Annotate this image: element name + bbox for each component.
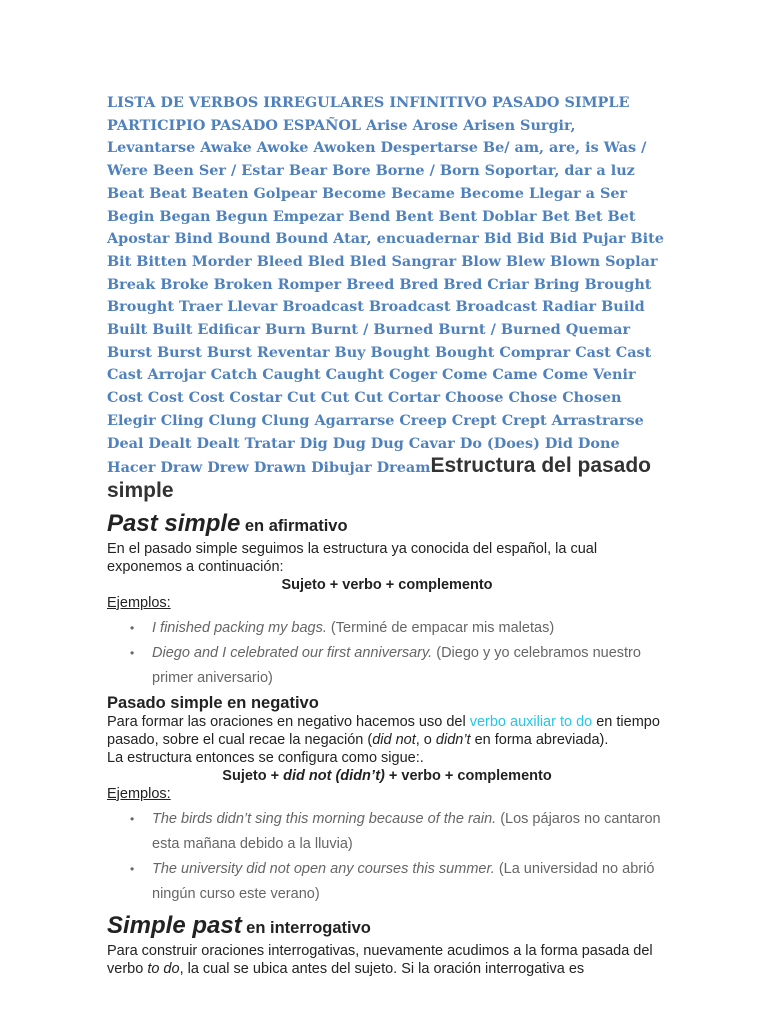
text-italic: to do xyxy=(147,960,180,977)
text: , la cual se ubica antes del sujeto. Si la oración interrogativa es xyxy=(179,960,585,977)
list-item xyxy=(130,641,667,691)
list-item xyxy=(130,857,667,907)
heading-past-simple xyxy=(107,511,667,540)
irregular-verbs-list xyxy=(107,92,667,505)
formula-negativo xyxy=(107,767,667,785)
intro-paragraph: En el pasado simple seguimos la estructura ya conocida del español, la cual exponemos a continuación: xyxy=(107,540,598,575)
text: Para construir oraciones interrogativas, nuevamente acudimos a la forma pasada del verbo xyxy=(107,942,653,977)
heading-small: en afirmativo xyxy=(244,516,348,535)
heading-small: en interrogativo xyxy=(246,918,371,937)
ejemplos-label: Ejemplos: xyxy=(107,594,171,611)
examples-list-negativo xyxy=(107,807,667,907)
text: Sujeto + xyxy=(222,767,284,784)
text: + verbo + complemento xyxy=(384,767,552,784)
heading-big: Past simple xyxy=(107,509,241,537)
ejemplos-label: Ejemplos: xyxy=(107,785,171,802)
verbs-text: LISTA DE VERBOS IRREGULARES INFINITIVO PASADO SIMPLE PARTICIPIO PASADO ESPAÑOL Arise Arose Arisen Surgir, Levantarse Awake Awoke Awoken Despertarse Be/ am, are, is Was / Were Been Ser / Estar Bear Bore Borne / Born Soportar, dar a luz Beat Beat Beaten Golpear Become Became Become Llegar a Ser Begin Began Begun Empezar Bend Bent Bent Doblar Bet Bet Bet Apostar Bind Bound Bound Atar, encuadernar Bid Bid Bid Pujar Bite Bit Bitten Morder Bleed Bled Bled Sangrar Blow Blew Blown Soplar Break Broke Broken Romper Breed Bred Bred Criar Bring Brought Brought Traer Llevar Broadcast Broadcast Broadcast Radiar Build Built Built Edificar Burn Burnt / Burned Burnt / Burned Quemar Burst Burst Burst Reventar Buy Bought Bought Comprar Cast Cast Cast Arrojar Catch Caught Caught Coger Come Came Come Venir Cost Cost Cost Costar Cut Cut Cut Cortar Choose Chose Chosen Elegir Cling Clung Clung Agarrarse Creep Crept Crept Arrastrarse Deal Dealt Dealt Tratar Dig Dug Dug Cavar Do (Does) Did Done Hacer Draw Drew Drawn Dibujar Dream xyxy=(107,94,664,477)
estructura-paragraph: La estructura entonces se configura como sigue:. xyxy=(107,749,424,766)
example-en: The birds didn’t sing this morning because of the rain. xyxy=(152,810,497,827)
bullet-icon: • xyxy=(130,861,135,876)
text-italic: did not xyxy=(372,731,416,748)
list-item xyxy=(130,807,667,857)
verbo-auxiliar-link[interactable]: verbo auxiliar to do xyxy=(469,713,593,730)
text-italic: did not (didn’t) xyxy=(283,767,385,784)
text: , o xyxy=(415,731,436,748)
heading-negativo: Pasado simple en negativo xyxy=(107,693,319,712)
example-es: (Diego y yo celebramos nuestro primer aniversario) xyxy=(152,644,641,686)
list-item xyxy=(130,616,667,641)
example-es: (Terminé de empacar mis maletas) xyxy=(326,619,555,636)
example-es: (La universidad no abrió ningún curso este verano) xyxy=(152,860,655,902)
interrogativo-paragraph xyxy=(107,942,667,978)
example-es: (Los pájaros no cantaron esta mañana debido a la lluvia) xyxy=(152,810,661,852)
heading-simple-past xyxy=(107,913,667,942)
text: en tiempo pasado, sobre el cual recae la negación ( xyxy=(107,713,660,748)
example-en: I finished packing my bags. xyxy=(152,619,327,636)
example-en: The university did not open any courses this summer. xyxy=(152,860,495,877)
text: Para formar las oraciones en negativo hacemos uso del xyxy=(107,713,470,730)
bullet-icon: • xyxy=(130,811,135,826)
formula-afirmativo: Sujeto + verbo + complemento xyxy=(281,576,493,593)
examples-list-afirmativo xyxy=(107,616,667,691)
text: en forma abreviada). xyxy=(470,731,609,748)
heading-estructura: Estructura del pasado simple xyxy=(107,454,652,502)
bullet-icon: • xyxy=(130,645,135,660)
heading-big: Simple past xyxy=(107,911,242,939)
negativo-paragraph xyxy=(107,713,667,749)
text-italic: didn’t xyxy=(435,731,471,748)
document-page xyxy=(107,92,667,978)
bullet-icon: • xyxy=(130,620,135,635)
example-en: Diego and I celebrated our first anniversary. xyxy=(152,644,433,661)
